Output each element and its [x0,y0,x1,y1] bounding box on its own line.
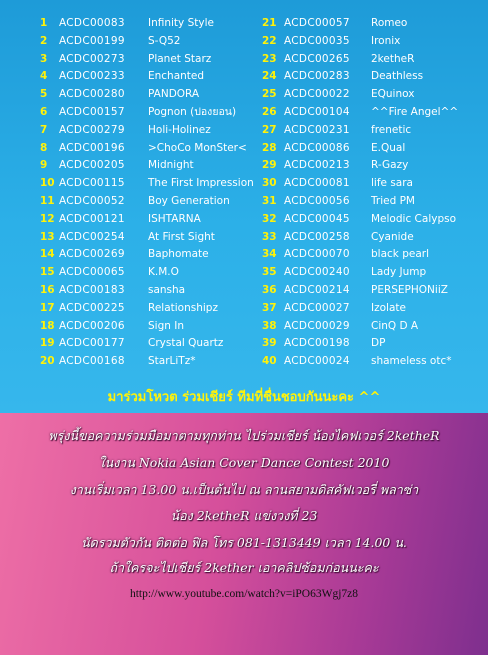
team-row [40,139,265,157]
team-number: 32 [262,212,277,225]
team-name: Romeo [371,17,408,29]
team-row [40,210,265,228]
team-number: 29 [262,159,277,172]
team-name: StarLiTz* [148,355,196,368]
team-code: ACDC00279 [59,123,125,136]
team-row [262,210,482,228]
team-code: ACDC00052 [59,195,125,207]
team-number: 18 [40,319,55,332]
team-code: ACDC00086 [284,141,350,154]
announcement-line: ถ้าใครจะไปเชียร์ 2kether เอาคลิปซ้อมก่อนนะคะ [109,560,379,575]
team-name: 2ketheR [371,52,415,65]
team-number: 28 [262,141,277,154]
team-row [40,352,265,370]
team-name: ISHTARNA [148,212,201,225]
team-row [262,156,482,174]
team-name: frenetic [371,123,412,136]
team-number: 10 [40,177,55,190]
announcement-line: น้อง 2ketheR แข่งวงที่ 23 [170,508,318,523]
announcement-line: ในงาน Nokia Asian Cover Dance Contest 2010 [98,455,390,470]
team-row [40,32,265,50]
team-code: ACDC00283 [284,70,350,83]
team-row [262,139,482,157]
team-row [262,245,482,263]
team-row [40,67,265,85]
team-number: 5 [40,88,48,101]
team-number: 13 [40,230,55,243]
team-code: ACDC00083 [59,17,125,29]
team-row [262,85,482,103]
team-name: black pearl [371,248,430,261]
team-code: ACDC00168 [59,355,125,368]
team-number: 8 [40,141,48,154]
team-row [262,192,482,210]
team-name: >ChoCo MonSter< [148,141,247,154]
team-name: The First Impression [148,177,254,190]
team-code: ACDC00231 [284,123,350,136]
announcement-panel [0,413,488,655]
team-row [262,281,482,299]
team-name: R-Gazy [371,159,409,172]
team-number: 12 [40,212,55,225]
team-name: PERSEPHONiiZ [371,284,448,296]
team-row [40,85,265,103]
team-code: ACDC00027 [284,301,350,314]
announcement-line: พรุ่งนี้ขอความร่วมมือมาตามทุกท่าน ไปร่วมเชียร์ น้องไคฟเวอร์ 2ketheR [48,428,440,443]
team-row [40,334,265,352]
team-code: ACDC00035 [284,34,350,47]
team-number: 4 [40,70,48,83]
team-code: ACDC00104 [284,106,350,118]
team-code: ACDC00115 [59,177,125,190]
team-name: Baphomate [148,248,209,261]
team-name: Izolate [371,301,406,314]
team-number: 30 [262,177,277,190]
team-number: 14 [40,248,55,261]
team-code: ACDC00265 [284,52,350,65]
team-number: 19 [40,337,55,350]
team-name: Ironix [371,34,401,47]
team-row [40,228,265,246]
team-code: ACDC00280 [59,88,125,101]
announcement-line: นัดรวมตัวกัน ติดต่อ ฟิล โทร 081-1313449 เวลา 14.00 น. [81,535,407,550]
team-name: Cyanide [371,230,414,243]
team-name: Crystal Quartz [148,337,224,350]
team-code: ACDC00254 [59,230,125,243]
team-code: ACDC00240 [284,266,350,279]
team-row [262,32,482,50]
team-number: 23 [262,52,277,65]
team-name: sansha [148,284,186,296]
team-row [40,50,265,68]
team-code: ACDC00225 [59,301,125,314]
team-row [262,103,482,121]
team-number: 17 [40,301,55,314]
team-number: 40 [262,355,277,368]
team-number: 11 [40,195,55,207]
team-number: 16 [40,284,55,296]
team-row [262,174,482,192]
team-code: ACDC00070 [284,248,350,261]
team-name: Deathless [371,70,424,83]
team-number: 25 [262,88,277,101]
team-name: Sign In [148,319,184,332]
team-code: ACDC00205 [59,159,125,172]
team-row [262,67,482,85]
team-code: ACDC00121 [59,212,125,225]
team-row [40,281,265,299]
team-code: ACDC00022 [284,88,350,101]
team-code: ACDC00258 [284,230,350,243]
team-number: 39 [262,337,277,350]
team-code: ACDC00177 [59,337,125,350]
team-name: Infinity Style [148,17,214,29]
team-name: ^^Fire Angel^^ [371,106,459,118]
team-code: ACDC00206 [59,319,125,332]
team-row [262,352,482,370]
team-name: Tried PM [371,195,415,207]
team-code: ACDC00196 [59,141,125,154]
team-number: 26 [262,106,277,118]
team-number: 6 [40,106,48,118]
team-code: ACDC00024 [284,355,350,368]
team-code: ACDC00081 [284,177,350,190]
team-number: 24 [262,70,277,83]
team-number: 9 [40,159,48,172]
team-row [40,156,265,174]
team-name: Holi-Holinez [148,123,211,136]
team-row [40,299,265,317]
team-row [262,263,482,281]
team-row [40,192,265,210]
team-number: 31 [262,195,277,207]
team-row [262,317,482,335]
team-row [40,263,265,281]
team-number: 1 [40,17,48,29]
team-row [262,50,482,68]
team-name: PANDORA [148,88,200,101]
team-row [262,14,482,32]
team-number: 7 [40,123,48,136]
team-code: ACDC00198 [284,337,350,350]
team-code: ACDC00056 [284,195,350,207]
team-code: ACDC00057 [284,17,350,29]
team-name: Midnight [148,159,194,172]
announcement-line: งานเริ่มเวลา 13.00 น.เป็นต้นไป ณ ลานสยามดิสคัฟเวอรี่ พลาซ่า [69,482,419,497]
team-name: shameless otc* [371,355,452,368]
team-code: ACDC00029 [284,319,350,332]
team-row [40,317,265,335]
team-row [262,121,482,139]
team-name: Planet Starz [148,52,212,65]
team-number: 2 [40,34,48,47]
team-code: ACDC00065 [59,266,125,279]
team-number: 3 [40,52,48,65]
team-name: EQuinox [371,88,415,101]
team-name: DP [371,337,386,350]
cheer-text: มาร่วมโหวต ร่วมเชียร์ ทีมที่ชื่นชอบกันนะคะ ^^ [107,390,381,405]
team-row [40,121,265,139]
team-number: 38 [262,319,277,332]
team-number: 36 [262,284,277,296]
team-row [40,174,265,192]
team-number: 37 [262,301,277,314]
team-code: ACDC00157 [59,106,125,118]
team-name: life sara [371,177,413,190]
team-name: Melodic Calypso [371,212,457,225]
team-code: ACDC00045 [284,212,350,225]
team-number: 15 [40,266,55,279]
team-code: ACDC00183 [59,284,125,296]
team-code: ACDC00273 [59,52,125,65]
team-name: E.Qual [371,141,406,154]
team-row [40,103,265,121]
team-name: Enchanted [148,70,205,83]
team-number: 34 [262,248,277,261]
team-name: S-Q52 [148,34,181,47]
team-code: ACDC00214 [284,284,350,296]
team-name: At First Sight [148,230,215,243]
team-number: 22 [262,34,277,47]
team-number: 35 [262,266,277,279]
team-name: Lady Jump [371,266,427,279]
team-row [262,299,482,317]
team-name: CinQ D A [371,319,419,332]
team-number: 20 [40,355,55,368]
team-code: ACDC00269 [59,248,125,261]
team-name: Relationshipz [148,301,218,314]
team-name: Boy Generation [148,195,230,207]
team-number: 27 [262,123,277,136]
team-row [262,334,482,352]
team-number: 21 [262,17,277,29]
team-name: K.M.O [148,266,179,279]
team-row [40,245,265,263]
team-name: Pognon (ปองยอน) [148,106,237,118]
team-code: ACDC00199 [59,34,125,47]
team-row [262,228,482,246]
team-number: 33 [262,230,277,243]
team-row [40,14,265,32]
youtube-link[interactable]: http://www.youtube.com/watch?v=iPO63Wgj7z8 [129,588,359,600]
team-code: ACDC00213 [284,159,350,172]
team-code: ACDC00233 [59,70,125,83]
